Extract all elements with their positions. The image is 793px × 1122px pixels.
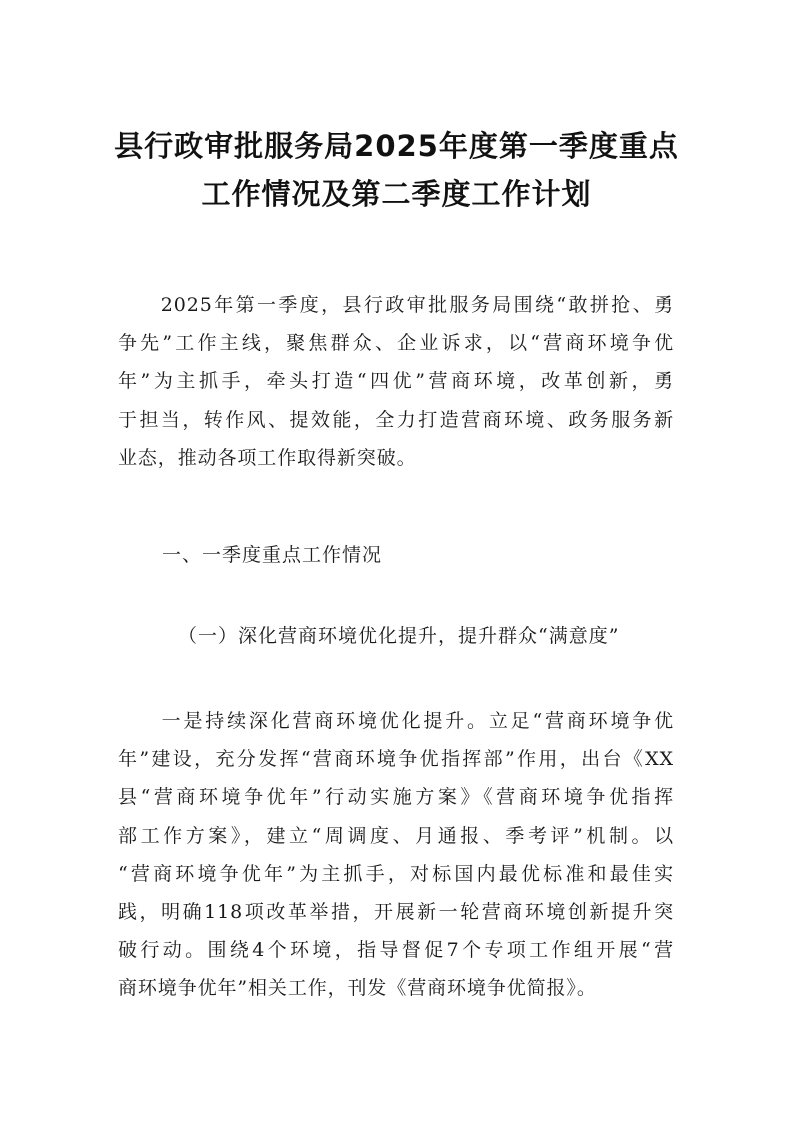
paragraph-line: 于担当，转作风、提效能，全力打造营商环境、政务服务新 (118, 408, 674, 431)
paragraph-line: 县“营商环境争优年”行动实施方案》《营商环境争优指挥 (118, 786, 674, 809)
paragraph-line: 2025年第一季度，县行政审批服务局围绕“敢拼抢、勇 (118, 294, 674, 316)
document-title (100, 122, 693, 218)
subsection-heading: （一）深化营商环境优化提升，提升群众“满意度” (178, 625, 620, 647)
intro-paragraph (118, 286, 674, 477)
paragraph-line: 破行动。围绕4个环境，指导督促7个专项工作组开展“营 (118, 939, 674, 962)
body-paragraph (118, 702, 674, 1008)
title-line-1: 县行政审批服务局2025年度第一季度重点 (114, 129, 679, 163)
paragraph-line: 争先”工作主线，聚焦群众、企业诉求，以“营商环境争优 (118, 332, 674, 355)
paragraph-line: 商环境争优年”相关工作，刊发《营商环境争优简报》。 (118, 977, 597, 1000)
paragraph-line: 业态，推动各项工作取得新突破。 (118, 446, 417, 469)
paragraph-line: 部工作方案》，建立“周调度、月通报、季考评”机制。以 (118, 824, 674, 847)
paragraph-line: “营商环境争优年”为主抓手，对标国内最优标准和最佳实 (118, 862, 674, 885)
section-heading: 一、一季度重点工作情况 (162, 544, 383, 566)
paragraph-line: 年”为主抓手，牵头打造“四优”营商环境，改革创新，勇 (118, 370, 674, 393)
paragraph-line: 践，明确118项改革举措，开展新一轮营商环境创新提升突 (118, 901, 674, 924)
title-line-2: 工作情况及第二季度工作计划 (201, 177, 592, 211)
paragraph-line: 一是持续深化营商环境优化提升。立足“营商环境争优 (118, 710, 674, 732)
paragraph-line: 年”建设，充分发挥“营商环境争优指挥部”作用，出台《XX (118, 748, 674, 771)
